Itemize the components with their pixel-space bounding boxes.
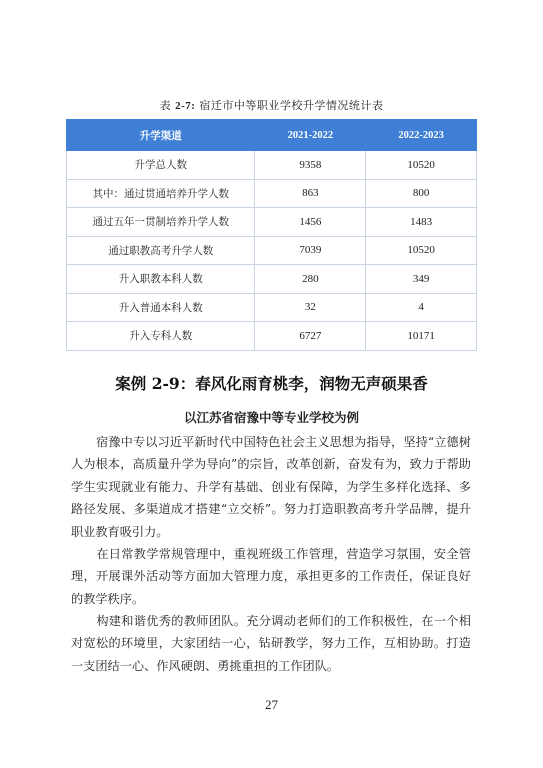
row-label: 升入专科人数	[67, 322, 255, 351]
table-row	[67, 179, 477, 208]
cell-2022-2023: 10171	[366, 322, 477, 351]
column-header-2021-2022: 2021-2022	[255, 120, 366, 151]
cell-2021-2022: 280	[255, 265, 366, 294]
case-subtitle: 以江苏省宿豫中等专业学校为例	[183, 410, 359, 425]
table-row	[67, 293, 477, 322]
table-row	[67, 236, 477, 265]
cell-2021-2022: 1456	[255, 208, 366, 237]
page-number: 27	[265, 697, 278, 712]
cell-2021-2022: 32	[255, 293, 366, 322]
paragraph-text: 在日常教学常规管理中，重视班级工作管理，营造学习氛围，安全管理，开展课外活动等方面加大管理力度，承担更多的工作责任，保证良好的教学秩序。	[71, 547, 471, 606]
cell-2021-2022: 6727	[255, 322, 366, 351]
table-row	[67, 208, 477, 237]
cell-2022-2023: 10520	[366, 236, 477, 265]
case-paragraph	[71, 431, 471, 543]
cell-2021-2022: 7039	[255, 236, 366, 265]
column-header-channel: 升学渠道	[67, 120, 255, 151]
cell-2022-2023: 349	[366, 265, 477, 294]
paragraph-text: 构建和谐优秀的教师团队。充分调动老师们的工作积极性，在一个相对宽松的环境里，大家团结一心，钻研教学，努力工作，互相协助。打造一支团结一心、作风硬朗、勇挑重担的工作团队。	[71, 614, 471, 673]
table-row	[67, 151, 477, 180]
row-label: 其中：通过贯通培养升学人数	[67, 179, 255, 208]
row-label: 升学总人数	[67, 151, 255, 180]
cell-2022-2023: 1483	[366, 208, 477, 237]
paragraph-text: 宿豫中专以习近平新时代中国特色社会主义思想为指导，坚持“立德树人为根本，高质量升学为导向”的宗旨，改革创新，奋发有为，致力于帮助学生实现就业有能力、升学有基础、创业有保障，为学生多样化选择、多路径发展、多渠道成才搭建“立交桥”。努力打造职教高考升学品牌，提升职业教育吸引力。	[71, 435, 471, 539]
row-label: 升入职教本科人数	[67, 265, 255, 294]
table-row	[67, 322, 477, 351]
cell-2022-2023: 800	[366, 179, 477, 208]
cell-2022-2023: 10520	[366, 151, 477, 180]
case-paragraph	[71, 543, 471, 610]
table-row	[67, 265, 477, 294]
case-title: 案例 2-9：春风化雨育桃李，润物无声硕果香	[115, 374, 428, 393]
cell-2021-2022: 9358	[255, 151, 366, 180]
table-caption	[0, 97, 543, 113]
row-label: 通过职教高考升学人数	[67, 236, 255, 265]
table-header-row	[67, 120, 477, 151]
enrollment-stats-table	[66, 119, 477, 351]
cell-2022-2023: 4	[366, 293, 477, 322]
cell-2021-2022: 863	[255, 179, 366, 208]
row-label: 升入普通本科人数	[67, 293, 255, 322]
case-paragraph	[71, 610, 471, 677]
caption-text: 宿迁市中等职业学校升学情况统计表	[195, 99, 384, 112]
caption-number: 2-7:	[175, 100, 196, 112]
caption-prefix: 表	[159, 99, 176, 112]
column-header-2022-2023: 2022-2023	[366, 120, 477, 151]
row-label: 通过五年一贯制培养升学人数	[67, 208, 255, 237]
